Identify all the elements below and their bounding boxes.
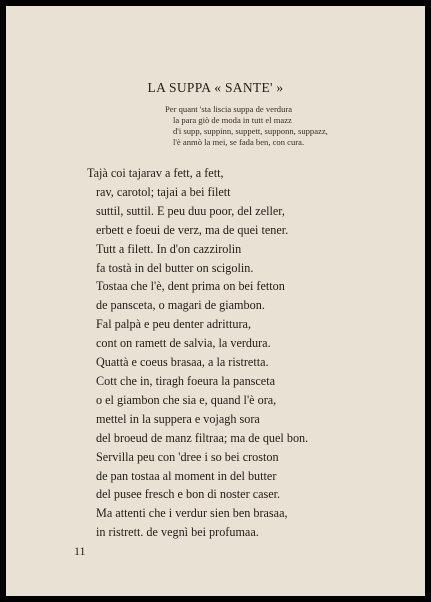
book-page [6, 6, 425, 596]
poem-line: de pan tostaa al moment in del butter [96, 468, 277, 483]
poem-line: del broeud de manz filtraa; ma de quel bon. [96, 430, 309, 445]
epigraph-line: l'è anmò la mei, se fada ben, con cura. [173, 137, 305, 147]
poem-line: Tutt a filett. In d'on cazzirolin [96, 241, 242, 256]
poem-line: Servilla peu con 'dree i so bei croston [96, 449, 279, 464]
poem-body [87, 164, 308, 542]
poem-line: o el giambon che sia e, quand l'è ora, [96, 392, 277, 407]
poem-line: del pusee fresch e bon di noster caser. [96, 487, 281, 502]
poem-line: fa tostà in del butter on scigolin. [96, 260, 254, 275]
poem-line: suttil, suttil. E peu duu poor, del zeller, [96, 203, 285, 218]
epigraph-line: d'i supp, suppinn, suppett, supponn, suppazz, [173, 126, 328, 136]
page-number: 11 [74, 544, 86, 558]
poem-line: in ristrett. de vegnì bei profumaa. [96, 525, 259, 540]
poem-line: cont on ramett de salvia, la verdura. [96, 336, 271, 351]
poem-line: erbett e foeui de verz, ma de quei tener. [96, 222, 289, 237]
poem-line: Tostaa che l'è, dent prima on bei fetton [96, 279, 285, 294]
epigraph-line: la para giò de moda in tutt el mazz [173, 115, 292, 125]
poem-line: Cott che in, tiragh foeura la pansceta [96, 373, 276, 388]
poem-line: Ma attenti che i verdur sien ben brasaa, [96, 506, 288, 521]
poem-line: rav, carotol; tajai a bei filett [96, 184, 231, 199]
poem-title: LA SUPPA « SANTE' » [147, 80, 284, 95]
poem-line: de pansceta, o magari de giambon. [96, 298, 265, 313]
poem-line: Fal palpà e peu denter adrittura, [96, 317, 251, 332]
epigraph [165, 104, 328, 148]
poem-line: Quattà e coeus brasaa, a la ristretta. [96, 355, 269, 370]
poem-line: Tajà coi tajarav a fett, a fett, [87, 166, 224, 180]
poem-line: mettel in la suppera e vojagh sora [96, 411, 260, 426]
epigraph-line: Per quant 'sta liscia suppa de verdura [165, 104, 293, 114]
